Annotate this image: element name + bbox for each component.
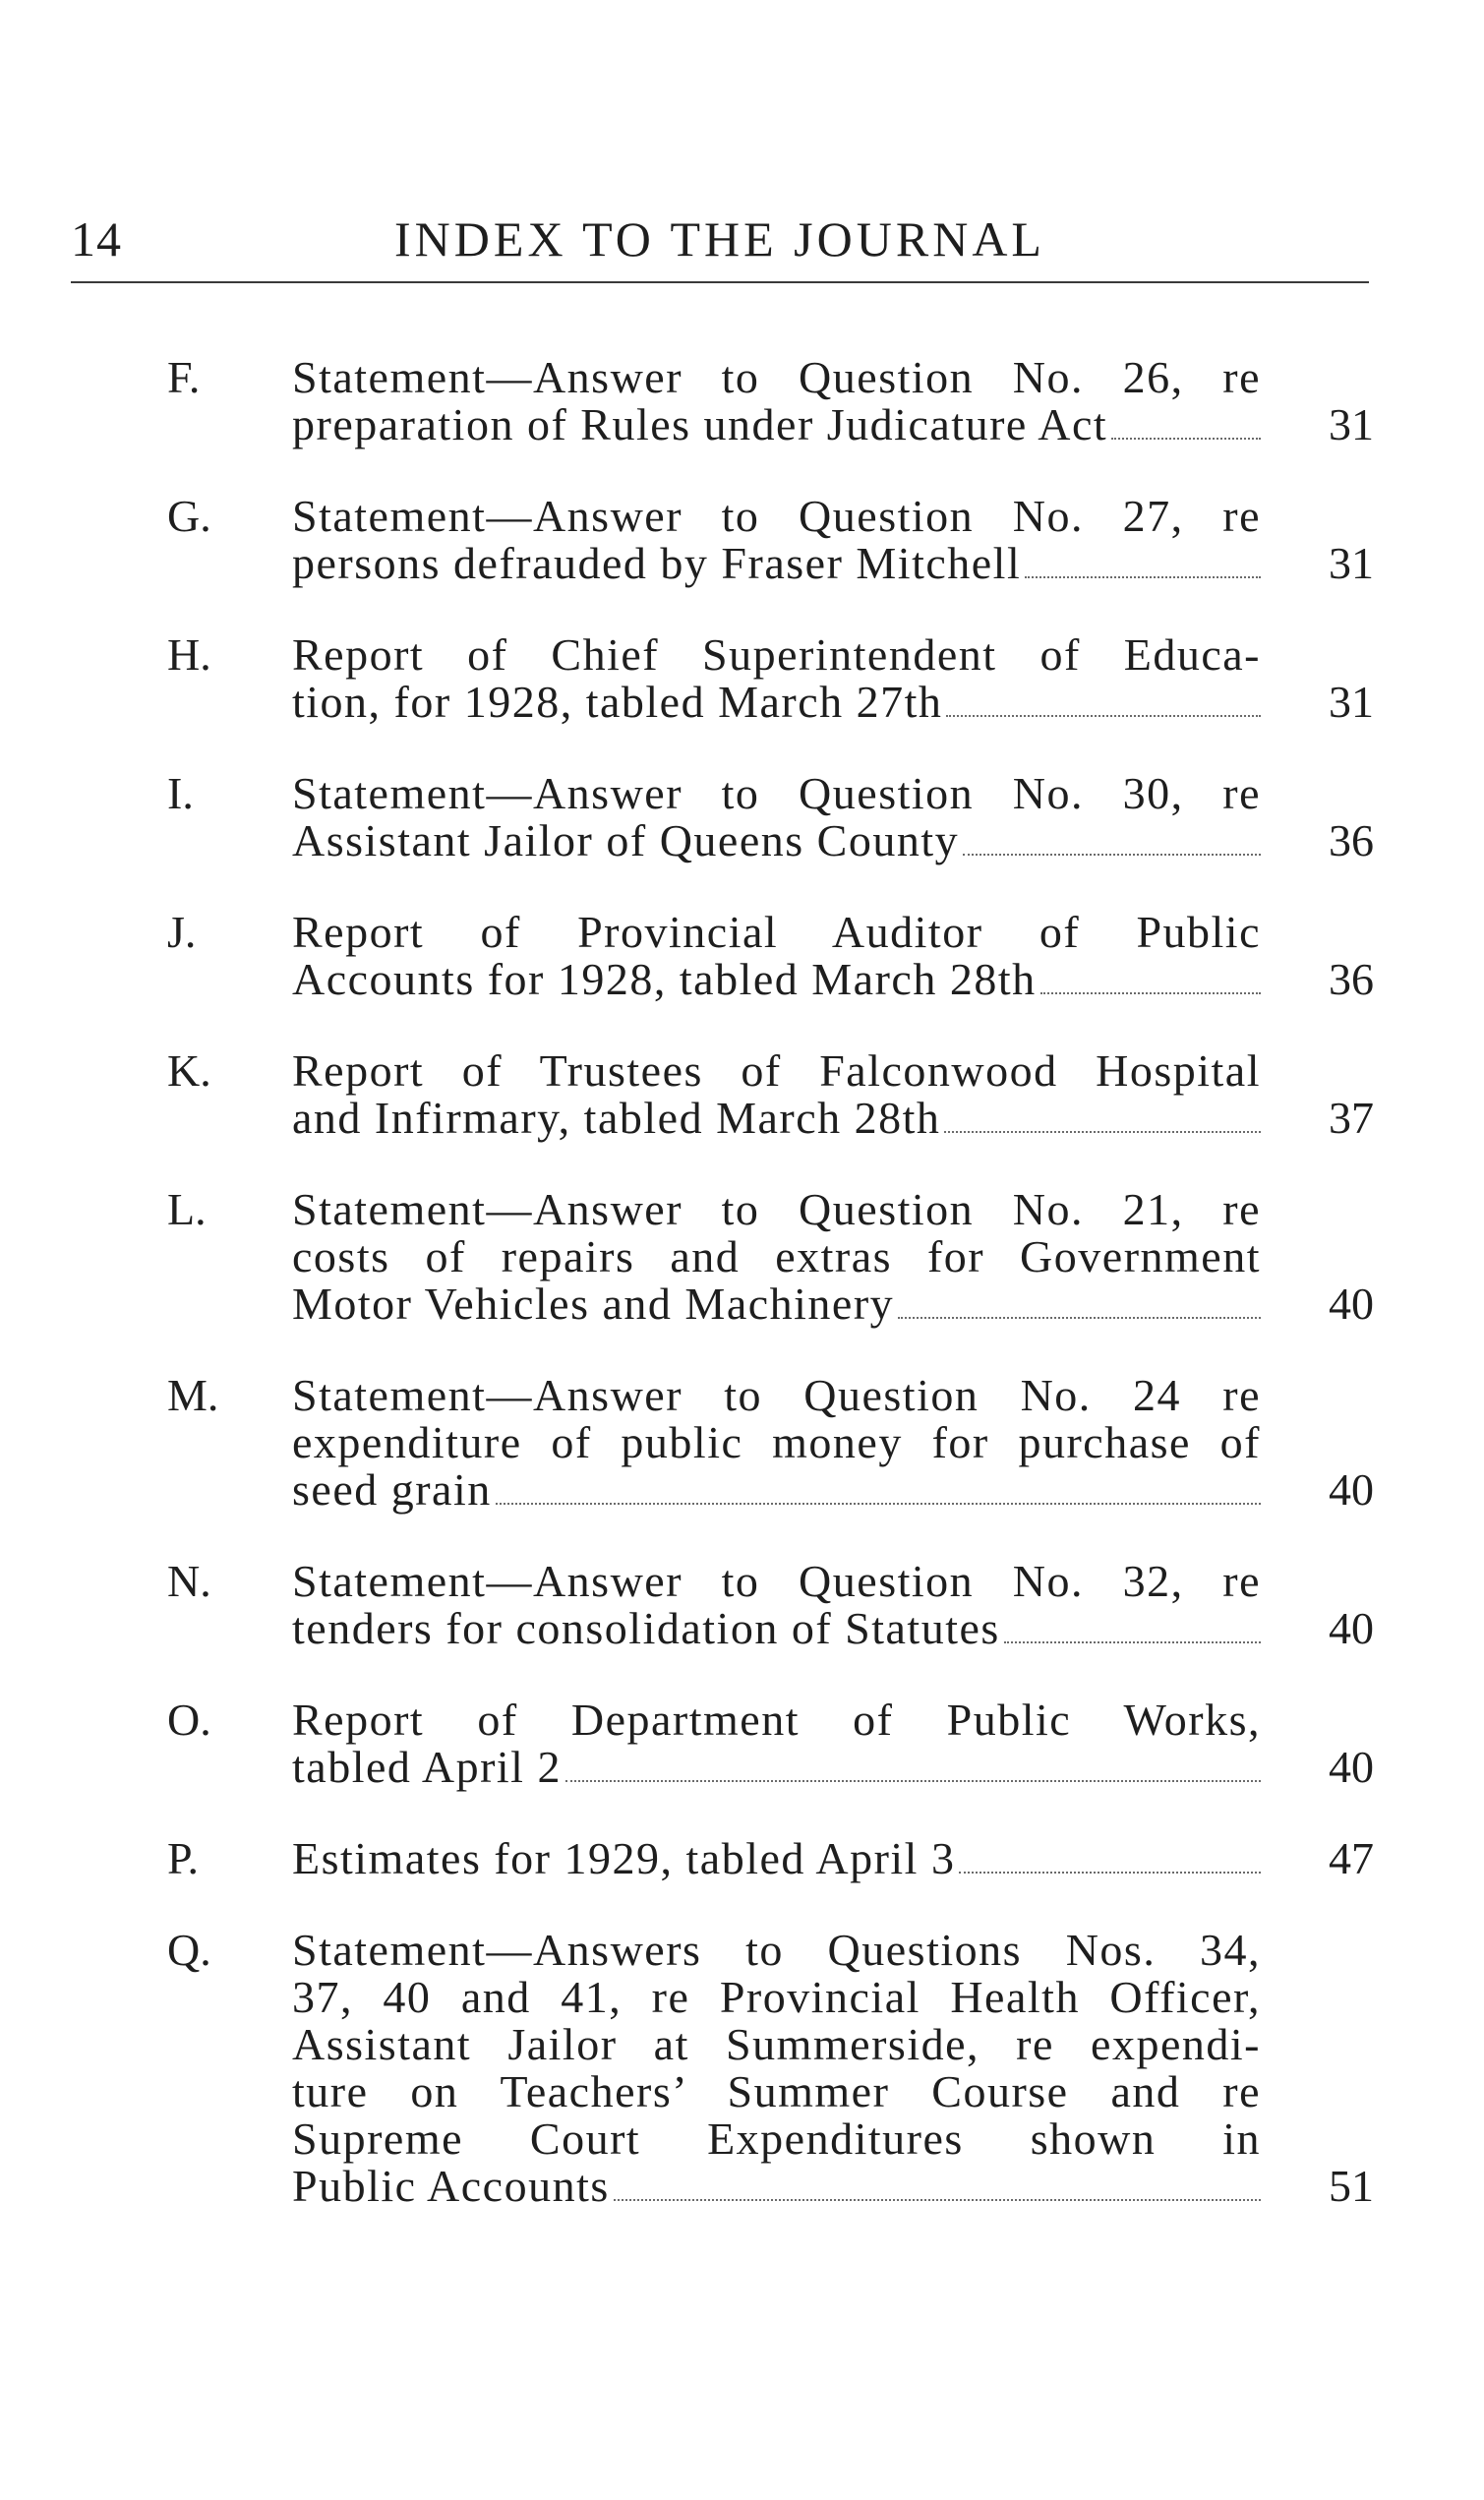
entry-description <box>292 909 1261 1003</box>
entry-last-line <box>292 1835 1261 1882</box>
entry-line: Statement—Answer to Question No. 30, re <box>292 768 1261 818</box>
dot-leader <box>496 1473 1261 1505</box>
entry-letter: Q. <box>167 1925 211 1975</box>
entry-line: and Infirmary, tabled March 28th <box>292 1093 941 1143</box>
entry-page-number: 31 <box>1329 399 1374 449</box>
index-entry <box>0 1047 1484 1142</box>
index-entry <box>0 1835 1484 1882</box>
entry-last-line <box>292 1744 1261 1791</box>
entry-line: 37, 40 and 41, re Provincial Health Officer, <box>292 1972 1261 2022</box>
entry-description <box>292 1696 1261 1791</box>
entry-description <box>292 1927 1261 2210</box>
entry-letter: G. <box>167 491 211 541</box>
entry-description <box>292 1186 1261 1328</box>
dot-leader <box>944 1101 1261 1133</box>
entry-line: expenditure of public money for purchase of <box>292 1417 1261 1467</box>
entry-line: Statement—Answer to Question No. 27, re <box>292 491 1261 541</box>
entry-description <box>292 631 1261 726</box>
entry-line: tion, for 1928, tabled March 27th <box>292 677 943 727</box>
dot-leader <box>565 1751 1261 1782</box>
entry-line: Statement—Answer to Question No. 21, re <box>292 1184 1261 1234</box>
entry-description <box>292 1047 1261 1142</box>
dot-leader <box>898 1287 1261 1319</box>
index-entry <box>0 1558 1484 1652</box>
entry-last-line <box>292 679 1261 726</box>
entry-line: Supreme Court Expenditures shown in <box>292 2113 1261 2164</box>
index-entry <box>0 1186 1484 1328</box>
entry-line: seed grain <box>292 1464 492 1515</box>
header-rule <box>71 281 1369 283</box>
entry-last-line <box>292 1605 1261 1652</box>
dot-leader <box>1025 547 1261 578</box>
entry-line: tenders for consolidation of Statutes <box>292 1603 1000 1653</box>
index-entry <box>0 354 1484 448</box>
entry-description <box>292 1835 1261 1882</box>
entry-page-number: 31 <box>1329 677 1374 727</box>
entry-letter: P. <box>167 1833 199 1883</box>
entry-line: Report of Provincial Auditor of Public <box>292 907 1261 957</box>
dot-leader <box>1111 408 1261 440</box>
dot-leader <box>1040 963 1261 994</box>
entry-letter: L. <box>167 1184 207 1234</box>
entry-line: Statement—Answer to Question No. 26, re <box>292 352 1261 402</box>
entry-letter: O. <box>167 1695 211 1745</box>
entry-line: Statement—Answer to Question No. 32, re <box>292 1556 1261 1606</box>
entry-description <box>292 770 1261 864</box>
entry-line: Accounts for 1928, tabled March 28th <box>292 954 1037 1004</box>
entry-last-line <box>292 1466 1261 1514</box>
entry-line: preparation of Rules under Judicature Act <box>292 399 1108 449</box>
entry-letter: N. <box>167 1556 211 1606</box>
index-entry <box>0 1372 1484 1514</box>
entry-last-line <box>292 401 1261 448</box>
entry-last-line <box>292 817 1261 864</box>
dot-leader <box>946 685 1261 717</box>
entry-last-line <box>292 540 1261 587</box>
entry-line: costs of repairs and extras for Government <box>292 1231 1261 1281</box>
dot-leader <box>963 824 1261 856</box>
entry-last-line <box>292 956 1261 1003</box>
entry-description <box>292 354 1261 448</box>
entry-description <box>292 1372 1261 1514</box>
page-number: 14 <box>71 211 122 267</box>
entry-line: Report of Trustees of Falconwood Hospital <box>292 1045 1261 1096</box>
entry-page-number: 40 <box>1329 1464 1374 1515</box>
entry-letter: F. <box>167 352 201 402</box>
entry-line: Statement—Answer to Question No. 24 re <box>292 1370 1261 1420</box>
entry-line: persons defrauded by Fraser Mitchell <box>292 538 1022 588</box>
entry-page-number: 40 <box>1329 1742 1374 1792</box>
page-header <box>71 197 1369 275</box>
entry-line: Assistant Jailor of Queens County <box>292 815 960 865</box>
entry-line: tabled April 2 <box>292 1742 562 1792</box>
entry-line: Assistant Jailor at Summerside, re expendi- <box>292 2019 1261 2069</box>
dot-leader <box>959 1842 1261 1874</box>
entry-page-number: 47 <box>1329 1833 1374 1883</box>
entry-page-number: 51 <box>1329 2161 1374 2211</box>
entry-line: ture on Teachers’ Summer Course and re <box>292 2066 1261 2116</box>
entry-letter: H. <box>167 629 211 680</box>
index-entry <box>0 1927 1484 2210</box>
entry-line: Report of Department of Public Works, <box>292 1695 1261 1745</box>
running-title: INDEX TO THE JOURNAL <box>394 211 1045 267</box>
entry-line: Public Accounts <box>292 2161 610 2211</box>
entry-letter: M. <box>167 1370 219 1420</box>
entry-last-line <box>292 1280 1261 1328</box>
entry-line: Estimates for 1929, tabled April 3 <box>292 1833 956 1883</box>
entry-page-number: 36 <box>1329 815 1374 865</box>
entry-description <box>292 1558 1261 1652</box>
index-entry <box>0 770 1484 864</box>
entry-last-line <box>292 2163 1261 2210</box>
entry-line: Report of Chief Superintendent of Educa- <box>292 629 1261 680</box>
dot-leader <box>614 2170 1261 2201</box>
entry-page-number: 31 <box>1329 538 1374 588</box>
dot-leader <box>1004 1612 1261 1643</box>
entry-last-line <box>292 1095 1261 1142</box>
entry-page-number: 40 <box>1329 1279 1374 1329</box>
entry-page-number: 36 <box>1329 954 1374 1004</box>
entry-line: Motor Vehicles and Machinery <box>292 1279 895 1329</box>
index-entry <box>0 493 1484 587</box>
entry-page-number: 40 <box>1329 1603 1374 1653</box>
entry-letter: K. <box>167 1045 211 1096</box>
entry-letter: J. <box>167 907 197 957</box>
entry-line: Statement—Answers to Questions Nos. 34, <box>292 1925 1261 1975</box>
entry-letter: I. <box>167 768 194 818</box>
index-entry <box>0 631 1484 726</box>
index-entry <box>0 1696 1484 1791</box>
entry-page-number: 37 <box>1329 1093 1374 1143</box>
index-entry <box>0 909 1484 1003</box>
entry-description <box>292 493 1261 587</box>
index-entries <box>0 354 1484 2254</box>
